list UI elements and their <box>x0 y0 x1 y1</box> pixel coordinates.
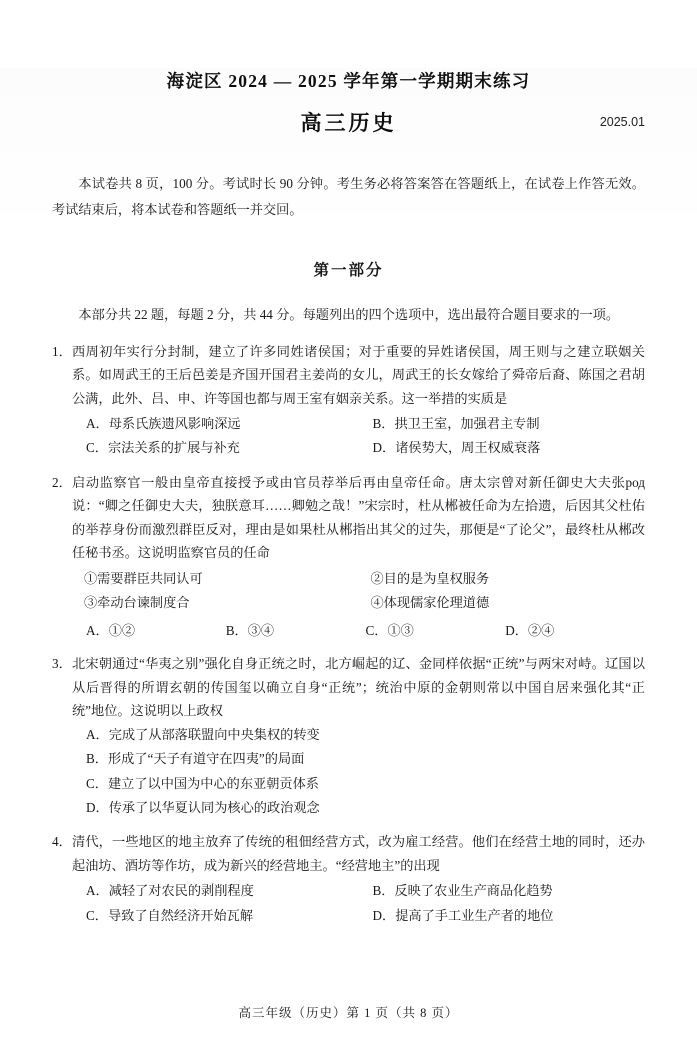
option-c[interactable]: C．导致了自然经济开始瓦解 <box>86 907 254 923</box>
part-description: 本部分共 22 题，每题 2 分，共 44 分。每题列出的四个选项中，选出最符合题目要求的一项。 <box>78 307 620 323</box>
option-c[interactable]: C．宗法关系的扩展与补充 <box>86 440 240 456</box>
question-number: 2． <box>52 474 72 490</box>
exam-paper-page <box>0 68 697 1045</box>
question-stem: 西周初年实行分封制，建立了许多同姓诸侯国；对于重要的异姓诸侯国，周王则与之建立联姻关系。如周武王的王后邑姜是齐国开国君主姜尚的女儿，周武王的长女嫁给了舜帝后裔、陈国之君胡公满，此外、吕、申、许等国也都与周王室有姻亲关系。这一举措的实质是 <box>72 343 645 406</box>
option-c[interactable]: C．建立了以中国为中心的东亚朝贡体系 <box>86 775 319 791</box>
question-options <box>72 619 645 643</box>
page-title: 海淀区 2024 — 2025 学年第一学期期末练习 <box>166 71 531 91</box>
statement-1: ①需要群臣共同认可 <box>84 570 203 586</box>
option-a[interactable]: A．完成了从部落联盟向中央集权的转变 <box>86 726 320 742</box>
question-number: 1． <box>52 343 72 359</box>
statement-3: ③牵动台谏制度合 <box>84 595 190 611</box>
option-d[interactable]: D．诸侯势大，周王权威衰落 <box>372 440 541 456</box>
option-a[interactable]: A．母系氏族遗风影响深远 <box>86 416 241 432</box>
question-body <box>72 830 645 928</box>
question-item <box>52 471 645 642</box>
option-b[interactable]: B．③④ <box>225 622 275 638</box>
question-body <box>72 652 645 820</box>
statement-4: ④体现儒家伦理道德 <box>370 595 490 611</box>
option-d[interactable]: D．传承了以华夏认同为核心的政治观念 <box>86 800 320 815</box>
exam-date: 2025.01 <box>599 115 645 129</box>
question-options <box>72 412 645 461</box>
question-item <box>52 652 645 820</box>
question-item <box>52 340 645 461</box>
option-b[interactable]: B．反映了农业生产商品化趋势 <box>372 883 553 899</box>
question-number: 4． <box>52 834 72 850</box>
option-d[interactable]: D．提高了手工业生产者的地位 <box>372 907 554 923</box>
questions-list <box>52 340 645 929</box>
question-stem: 启动监察官一般由皇帝直接授予或由官员荐举后再由皇帝任命。唐太宗曾对新任御史大夫张род说：“卿之任御史大夫，独朕意耳……卿勉之哉！”宋宗时，杜从郴被任命为左拾遗，后因其父杜佑的举荐身份而激烈群臣反对，理由是如果杜从郴指出其父的过失，那便是“了论父”，最终杜从郴改任秘书丞。这说明监察官员的任命 <box>72 474 645 561</box>
question-options <box>72 723 645 821</box>
option-a[interactable]: A．①② <box>86 622 136 638</box>
subject-row <box>52 107 645 137</box>
question-stem: 北宋朝通过“华夷之别”强化自身正统之时，北方崛起的辽、金同样依据“正统”与两宋对峙。辽国以从后晋得的所谓玄朝的传国玺以确立自身“正统”；统治中原的金朝则常以中国自居来强化其“正统”地位。这说明以上政权 <box>72 656 645 719</box>
question-body <box>72 471 645 642</box>
option-d[interactable]: D．②④ <box>505 622 555 638</box>
question-stem: 清代，一些地区的地主放弃了传统的租佃经营方式，改为雇工经营。他们在经营土地的同时，还办起油坊、酒坊等作坊，成为新兴的经营地主。“经营地主”的出现 <box>72 834 645 873</box>
statement-2: ②目的是为皇权服务 <box>370 570 490 586</box>
option-b[interactable]: B．拱卫王室，加强君主专制 <box>372 416 540 432</box>
part-title: 第一部分 <box>313 262 384 280</box>
question-options <box>72 879 645 928</box>
subject-title: 高三历史 <box>300 111 397 135</box>
option-c[interactable]: C．①③ <box>365 622 414 638</box>
question-number: 3． <box>52 656 72 672</box>
page-footer: 高三年级（历史）第 1 页（共 8 页） <box>238 1006 459 1020</box>
question-item <box>52 830 645 928</box>
question-statements <box>72 567 645 616</box>
option-b[interactable]: B．形成了“天子有道守在四夷”的局面 <box>86 751 305 767</box>
question-body <box>72 340 645 461</box>
exam-instructions: 本试卷共 8 页，100 分。考试时长 90 分钟。考生务必将答案答在答题纸上，在试卷上作答无效。考试结束后，将本试卷和答题纸一并交回。 <box>52 176 645 217</box>
option-a[interactable]: A．减轻了对农民的剥削程度 <box>86 883 254 899</box>
